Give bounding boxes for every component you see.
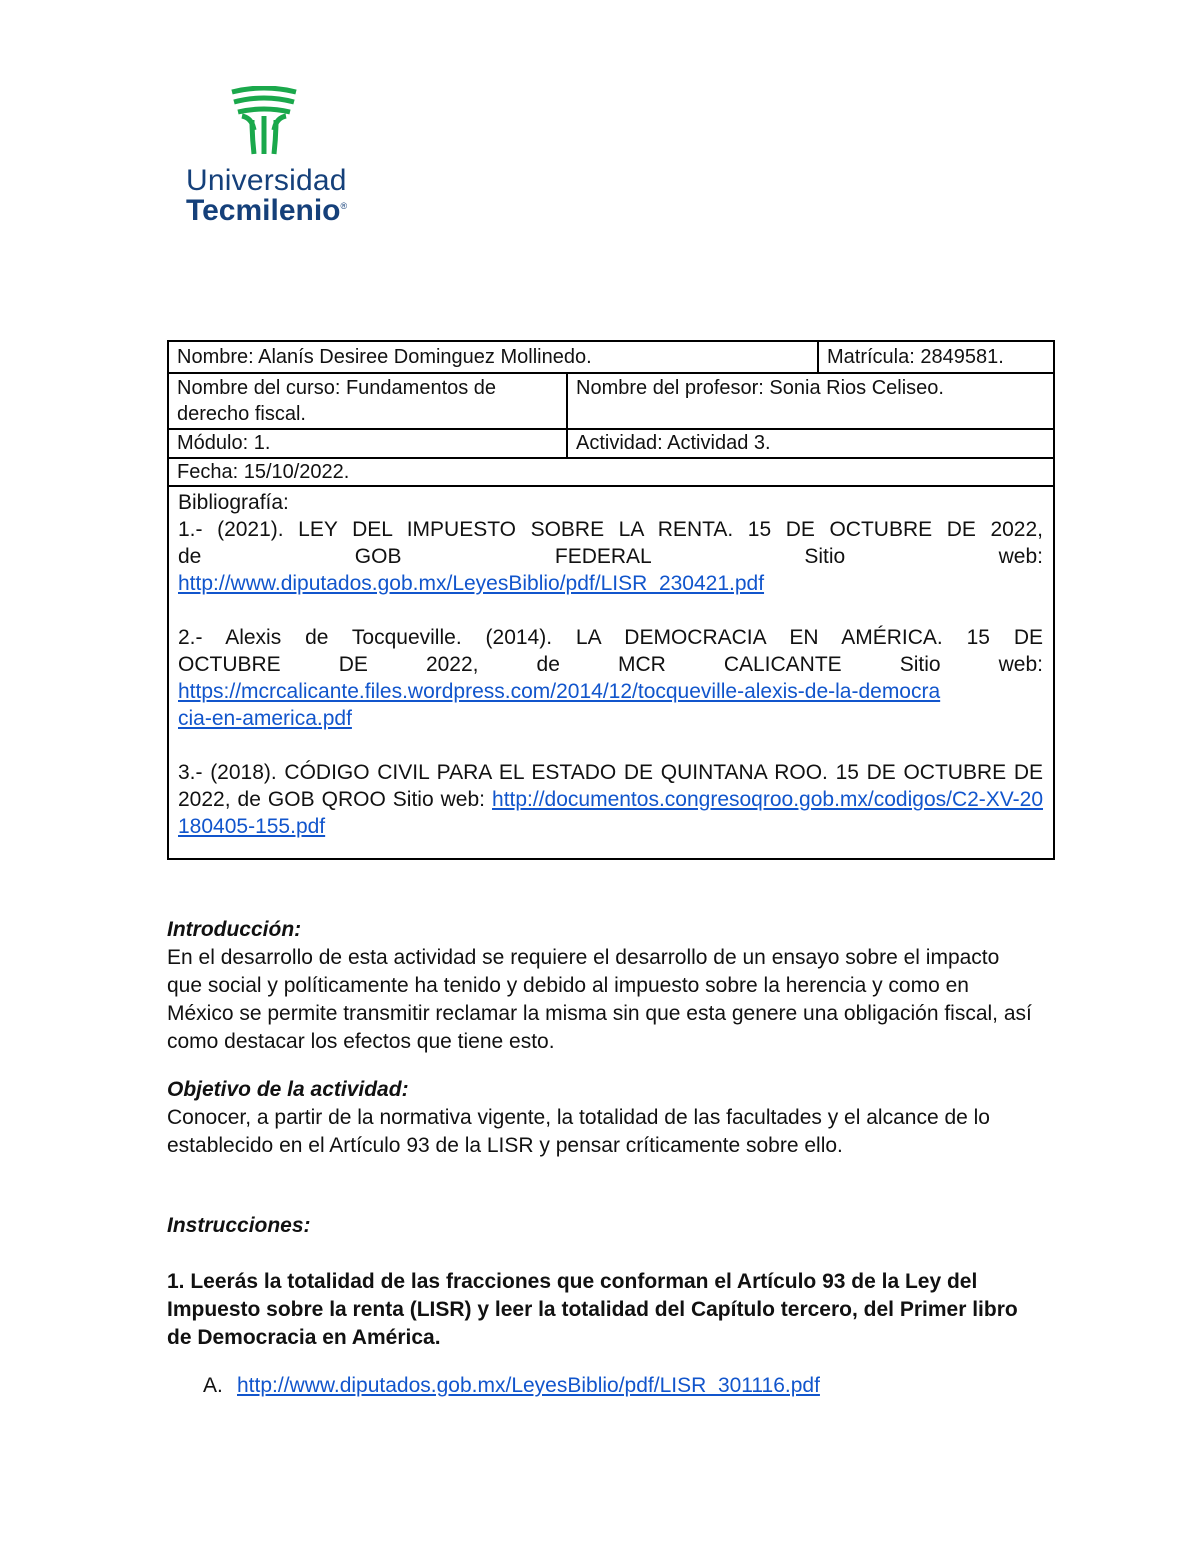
introduction-section (167, 916, 1037, 1056)
reference-2-line-1: 2.- Alexis de Tocqueville. (2014). LA DEMOCRACIA EN AMÉRICA. 15 DE (178, 626, 1043, 649)
objective-text: Conocer, a partir de la normativa vigente, la totalidad de las facultades y el alcance de lo establecido en el Artículo 93 de la LISR y pensar críticamente sobre ello. (167, 1106, 990, 1157)
university-logo (182, 84, 362, 227)
logo-line-tecmilenio (186, 194, 347, 228)
instruction-sub-a (167, 1372, 1037, 1400)
introduction-text: En el desarrollo de esta actividad se requiere el desarrollo de un ensayo sobre el impacto que social y políticamente ha tenido y debido al impuesto sobre la herencia y como en México se permite transmitir reclamar la misma sin que esta genere una obligación fiscal, así como destacar los efectos que tiene esto. (167, 946, 1032, 1053)
logo-tecmilenio-text: Tecmilenio (186, 194, 341, 227)
reference-3-text: 3.- (2018). CÓDIGO CIVIL PARA EL ESTADO DE QUINTANA ROO. 15 DE OCTUBRE DE 2022, de GOB QROO Sitio web: (178, 761, 1043, 811)
reference-1-line-2: de GOB FEDERAL Sitio web: (178, 545, 1043, 568)
reference-2-line-2: OCTUBRE DE 2022, de MCR CALICANTE Sitio web: (178, 653, 1043, 676)
logo-line-universidad: Universidad (186, 164, 347, 197)
activity: Actividad: Actividad 3. (576, 432, 771, 454)
date: Fecha: 15/10/2022. (177, 461, 350, 483)
student-name: Nombre: Alanís Desiree Dominguez Mollinedo. (177, 346, 592, 368)
reference-1-link[interactable]: http://www.diputados.gob.mx/LeyesBiblio/pdf/LISR_230421.pdf (178, 572, 765, 595)
objective-heading: Objetivo de la actividad: (167, 1078, 409, 1101)
sub-a-link[interactable]: http://www.diputados.gob.mx/LeyesBiblio/pdf/LISR_301116.pdf (237, 1374, 820, 1397)
student-info-table (167, 340, 1055, 860)
reference-3 (178, 759, 1043, 840)
course-name: Nombre del curso: Fundamentos de derecho fiscal. (177, 377, 497, 425)
student-id: Matrícula: 2849581. (827, 346, 1004, 368)
instruction-item-1: 1. Leerás la totalidad de las fracciones que conforman el Artículo 93 de la Ley del Impuesto sobre la renta (LISR) y leer la totalidad del Capítulo tercero, del Primer libro de Democracia en América. (167, 1270, 1018, 1349)
logo-registered-mark: ® (340, 201, 348, 211)
objective-section (167, 1076, 1037, 1160)
professor-name: Nombre del profesor: Sonia Rios Celiseo. (576, 377, 944, 399)
tecmilenio-logo-icon (230, 86, 298, 156)
bibliography (169, 487, 1053, 857)
sub-a-marker: A. (203, 1374, 223, 1397)
reference-1-line-1: 1.- (2021). LEY DEL IMPUESTO SOBRE LA RENTA. 15 DE OCTUBRE DE 2022, (178, 518, 1043, 541)
instructions-heading: Instrucciones: (167, 1214, 311, 1237)
introduction-heading: Introducción: (167, 918, 302, 941)
module: Módulo: 1. (177, 432, 271, 454)
instructions-section (167, 1212, 1037, 1400)
bibliography-label: Bibliografía: (178, 491, 289, 514)
reference-2-link[interactable]: https://mcrcalicante.files.wordpress.com/2014/12/tocqueville-alexis-de-la-democracia-en-america.pdf (178, 680, 941, 730)
reference-3-link[interactable]: http://documentos.congresoqroo.gob.mx/codigos/C2-XV-20180405-155.pdf (178, 788, 1043, 838)
